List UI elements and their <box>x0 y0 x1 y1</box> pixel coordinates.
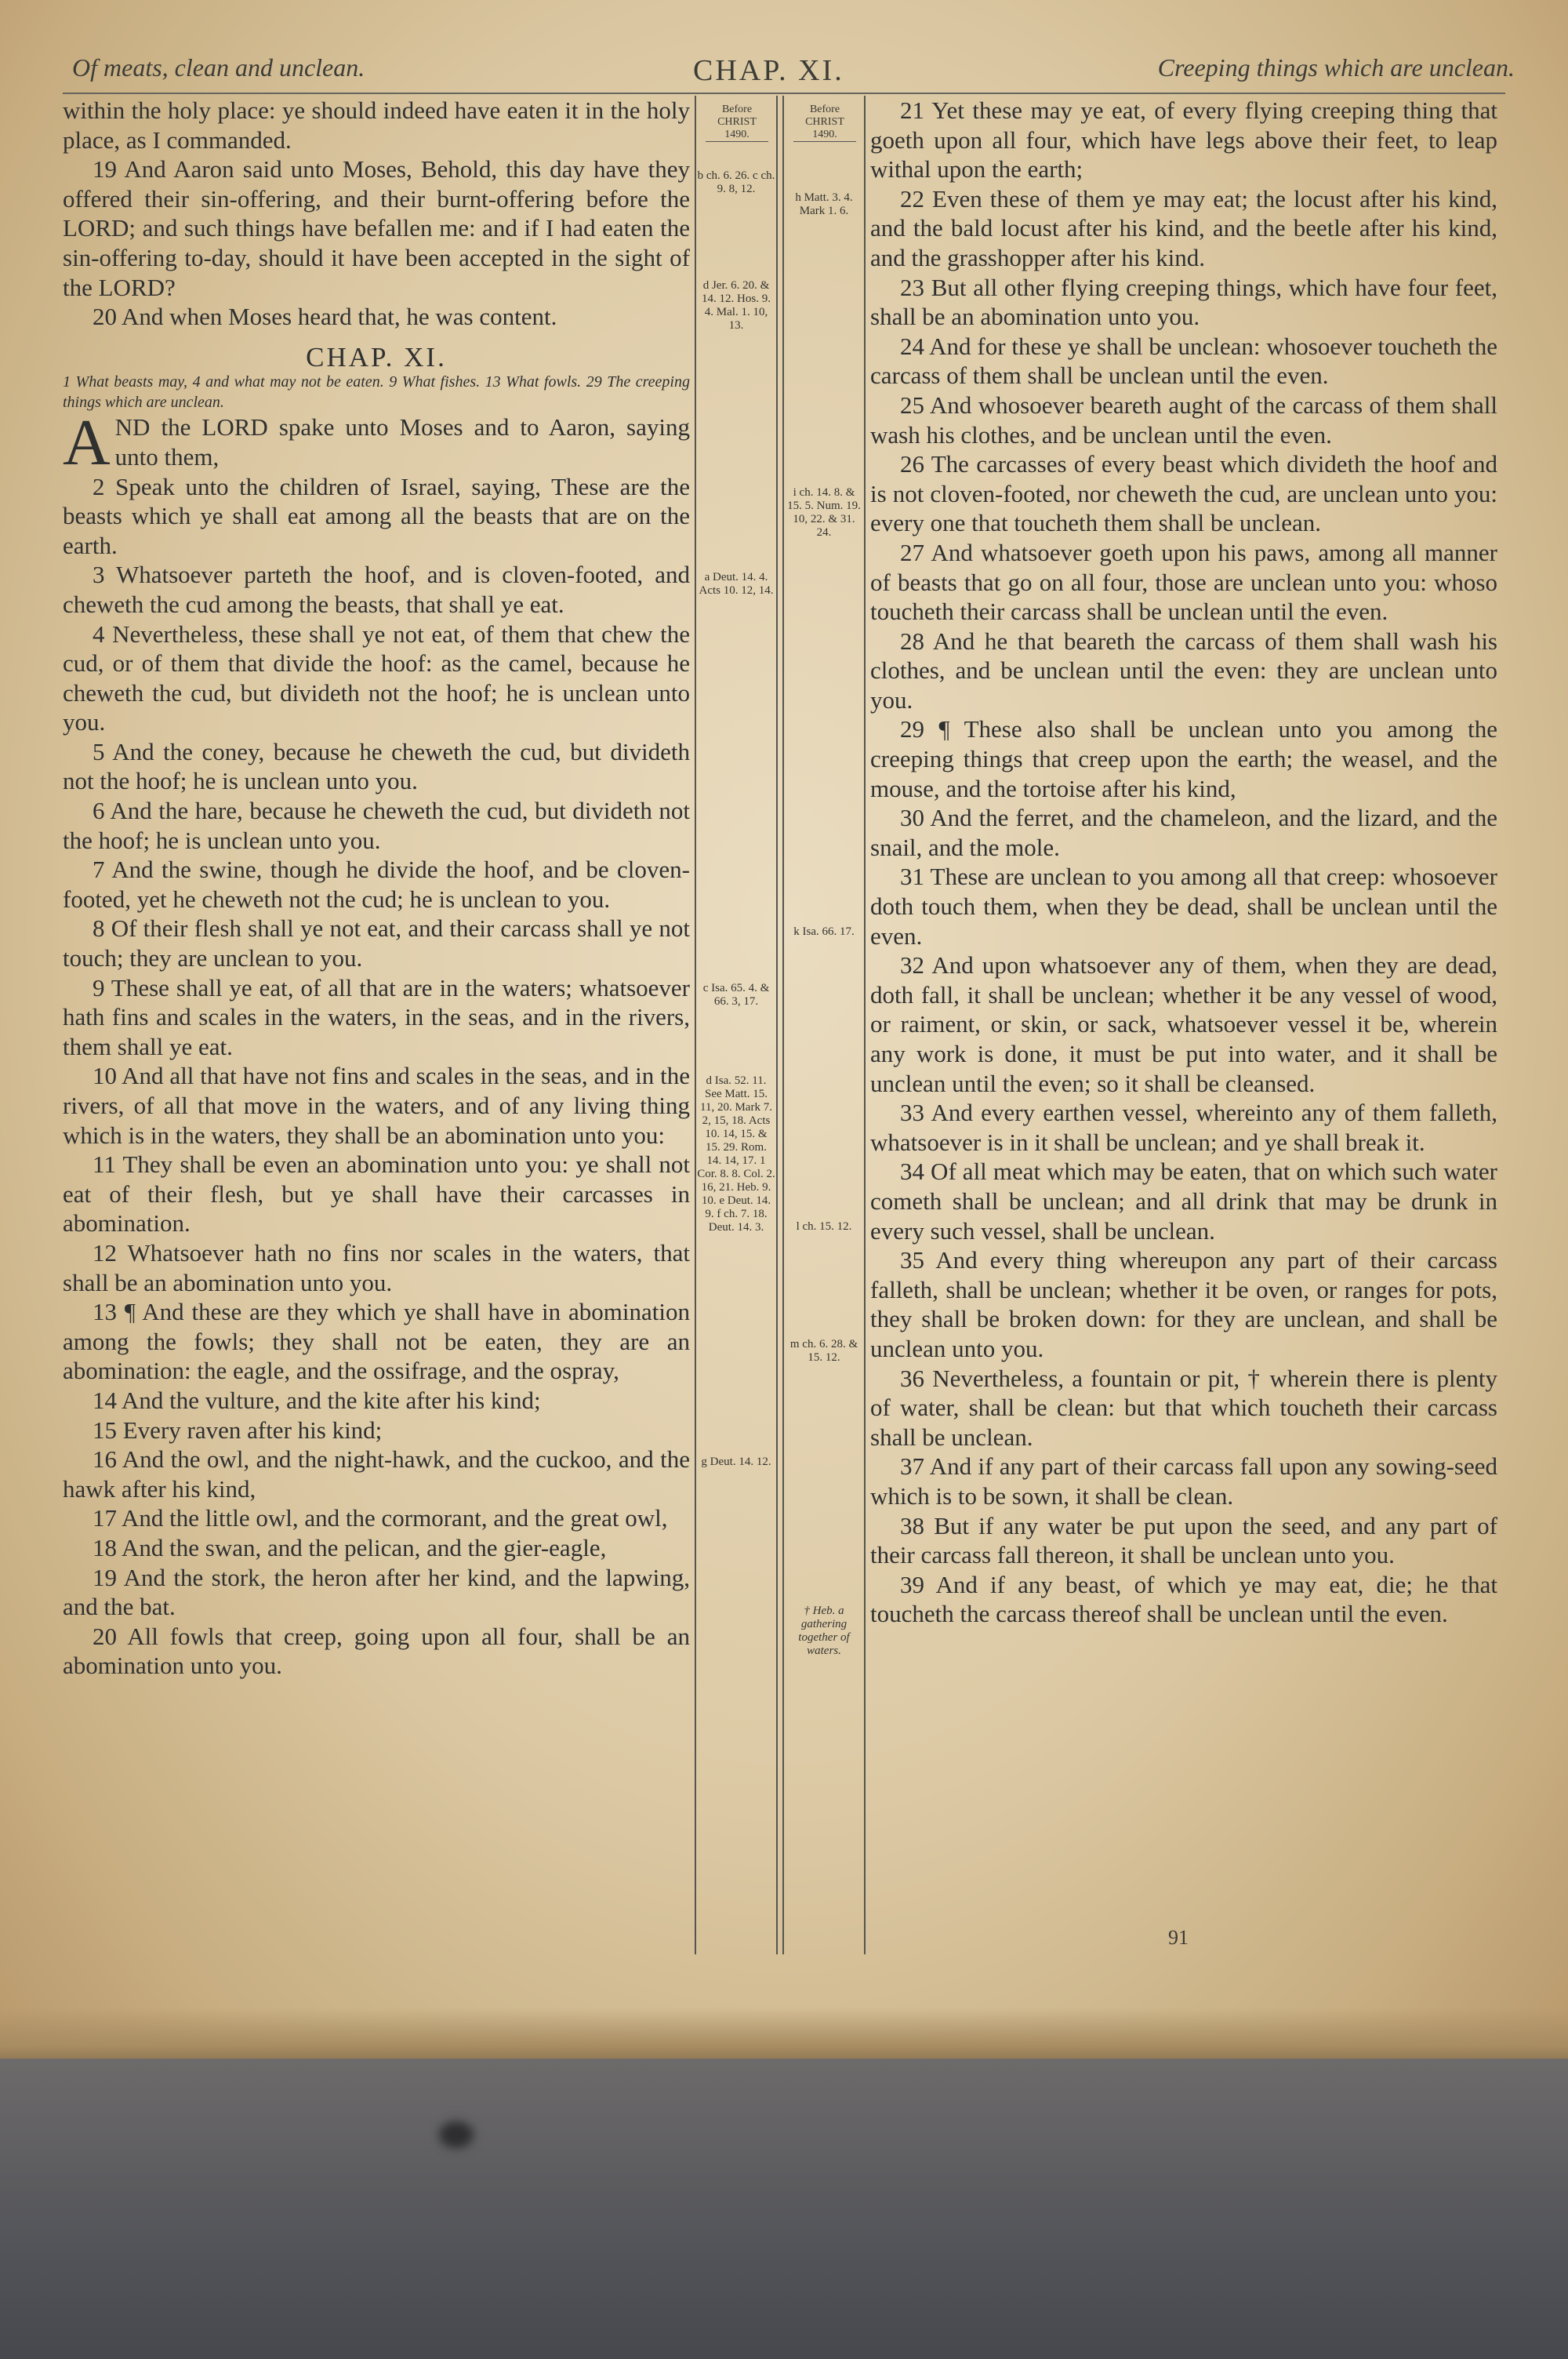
verse: 9 These shall ye eat, of all that are in the waters; whatsoever hath fins and scales in the waters, in the seas, and in the rivers, them shall ye eat. <box>63 973 690 1060</box>
chapter-title: CHAP. XI. <box>306 341 447 373</box>
column-rule <box>782 96 784 1954</box>
margin-heading <box>699 104 775 142</box>
verse: 22 Even these of them ye may eat; the locust after his kind, and the bald locust after his kind, and the beetle after his kind, and the grasshopper after his kind. <box>870 184 1497 271</box>
verse-1 <box>63 406 690 480</box>
verse: 2 Speak unto the children of Israel, saying, These are the beasts which ye shall eat among all the beasts that are on the earth. <box>63 472 690 559</box>
margin-heading-line1: Before <box>721 104 753 115</box>
left-column <box>63 96 690 1681</box>
margin-reference: h Matt. 3. 4. Mark 1. 6. <box>795 191 853 217</box>
page-number: 91 <box>1168 1926 1189 1949</box>
chapter-summary: 1 What beasts may, 4 and what may not be eaten. 9 What fishes. 13 What fowls. 29 The creeping things which are unclean. <box>63 373 690 412</box>
verse: 38 But if any water be put upon the seed, and any part of their carcass fall thereon, it shall be unclean unto you. <box>870 1511 1497 1569</box>
margin-reference: b ch. 6. 26. c ch. 9. 8, 12. <box>697 169 775 195</box>
margin-heading <box>787 104 862 142</box>
margin-reference: c Isa. 65. 4. & 66. 3, 17. <box>702 982 770 1008</box>
verse: 39 And if any beast, of which ye may eat, die; he that toucheth the carcass thereof shall be unclean until the even. <box>870 1570 1497 1628</box>
margin-reference: d Isa. 52. 11. See Matt. 15. 11, 20. Mark 7. 2, 15, 18. Acts 10. 14, 15. & 15. 29. Rom. 14. 14, 17. 1 Cor. 8. 8. Col. 2. 16, 21. Heb. 9. 10. e Deut. 14. 9. f ch. 7. 18. Deut. 14. 3. <box>697 1074 775 1234</box>
header-chapter: CHAP. XI. <box>693 54 844 87</box>
verse: 23 But all other flying creeping things, which have four feet, shall be an abomination unto you. <box>870 273 1497 331</box>
margin-reference: † Heb. a gathering together of waters. <box>798 1605 850 1657</box>
margin-reference: i ch. 14. 8. & 15. 5. Num. 19. 10, 22. & 31. 24. <box>787 486 861 539</box>
verse: 5 And the coney, because he cheweth the cud, but divideth not the hoof; he is unclean unto you. <box>63 737 690 795</box>
margin-heading-line2: CHRIST <box>717 116 757 128</box>
verse: 13 ¶ And these are they which ye shall have in abomination among the fowls; they shall not be eaten, they are an abomination: the eagle, and the ossifrage, and the ospray, <box>63 1298 690 1385</box>
verse: 6 And the hare, because he cheweth the cud, but divideth not the hoof; he is unclean unto you. <box>63 797 690 854</box>
verse: 14 And the vulture, and the kite after his kind; <box>93 1386 541 1414</box>
drop-cap: A <box>63 406 111 480</box>
verse: 21 Yet these may ye eat, of every flying creeping thing that goeth upon all four, which have legs above their feet, to leap withal upon the earth; <box>870 96 1497 184</box>
verse: 12 Whatsoever hath no fins nor scales in the waters, that shall be an abomination unto you. <box>63 1238 690 1296</box>
verse: 8 Of their flesh shall ye not eat, and their carcass shall ye not touch; they are unclean to you. <box>63 914 690 972</box>
verse: 37 And if any part of their carcass fall upon any sowing-seed which is to be sown, it shall be clean. <box>870 1452 1497 1510</box>
verse: 25 And whosoever beareth aught of the carcass of them shall wash his clothes, and be unclean until the even. <box>870 391 1497 449</box>
column-rule <box>695 96 696 1954</box>
header-rule <box>63 93 1505 94</box>
verse: 28 And he that beareth the carcass of them shall wash his clothes, and be unclean until the even: they are unclean unto you. <box>870 627 1497 714</box>
verse: 30 And the ferret, and the chameleon, and the lizard, and the snail, and the mole. <box>870 804 1497 861</box>
margin-heading-year: 1490. <box>793 129 856 142</box>
margin-heading-line1: Before <box>809 104 840 115</box>
shadow-spot <box>439 2121 474 2148</box>
verse: 19 And Aaron said unto Moses, Behold, this day have they offered their sin-offering, and their burnt-offering before the LORD; and such things have befallen me: and if I had eaten the sin-offering to-day, should it have been accepted in the sight of the LORD? <box>63 155 690 301</box>
verse: 10 And all that have not fins and scales in the seas, and in the rivers, of all that move in the waters, and of any living thing which is in the waters, they shall be an abomination unto you: <box>63 1062 690 1149</box>
verse: 27 And whatsoever goeth upon his paws, among all manner of beasts that go on all four, those are unclean unto you: whoso toucheth their carcass shall be unclean until the even. <box>870 538 1497 626</box>
verse: 26 The carcasses of every beast which divideth the hoof and is not cloven-footed, nor cheweth the cud, are unclean unto you: every one that toucheth them shall be unclean. <box>870 450 1497 537</box>
margin-reference: d Jer. 6. 20. & 14. 12. Hos. 9. 4. Mal. 1. 10, 13. <box>702 279 771 332</box>
header-left: Of meats, clean and unclean. <box>72 53 365 82</box>
verse: 33 And every earthen vessel, whereinto any of them falleth, whatsoever is in it shall be unclean; and ye shall break it. <box>870 1099 1497 1156</box>
verse: 24 And for these ye shall be unclean: whosoever toucheth the carcass of them shall be unclean until the even. <box>870 332 1497 390</box>
page-edge <box>0 2008 1568 2063</box>
verse: 29 ¶ These also shall be unclean unto you among the creeping things that creep upon the earth; the weasel, and the mouse, and the tortoise after his kind, <box>870 715 1497 802</box>
background-surface <box>0 2059 1568 2359</box>
verse: 35 And every thing whereupon any part of their carcass falleth, shall be unclean; whether it be oven, or ranges for pots, they shall be broken down: for they are unclean, and shall be unclean unto you. <box>870 1246 1497 1362</box>
verse: 31 These are unclean to you among all that creep: whosoever doth touch them, when they be dead, shall be unclean until the even. <box>870 863 1497 950</box>
verse: 20 And when Moses heard that, he was content. <box>93 303 557 331</box>
column-rule <box>864 96 866 1954</box>
verse-text: ND the LORD spake unto Moses and to Aaron, saying unto them, <box>114 413 690 471</box>
verse: 11 They shall be even an abomination unto you: ye shall not eat of their flesh, but ye shall have their carcasses in abomination. <box>63 1150 690 1238</box>
verse: within the holy place: ye should indeed have eaten it in the holy place, as I commanded. <box>63 96 690 154</box>
margin-reference: a Deut. 14. 4. Acts 10. 12, 14. <box>699 571 774 597</box>
verse: 32 And upon whatsoever any of them, when they are dead, doth fall, it shall be unclean; whether it be any vessel of wood, or raiment, or skin, or sack, whatsoever vessel it be, wherein any work is done, it must be put into water, and it shall be unclean until the even; so it shall be cleansed. <box>870 951 1497 1097</box>
verse: 4 Nevertheless, these shall ye not eat, of them that chew the cud, or of them that divide the hoof: as the camel, because he cheweth the cud, but divideth not the hoof; he is unclean unto you. <box>63 620 690 736</box>
verse: 17 And the little owl, and the cormorant, and the great owl, <box>93 1504 668 1532</box>
column-rule <box>776 96 778 1954</box>
verse: 18 And the swan, and the pelican, and the gier-eagle, <box>93 1533 607 1561</box>
verse: 16 And the owl, and the night-hawk, and the cuckoo, and the hawk after his kind, <box>63 1445 690 1503</box>
margin-heading-line2: CHRIST <box>805 116 844 128</box>
verse: 34 Of all meat which may be eaten, that on which such water cometh shall be unclean; and all drink that may be drunk in every such vessel, shall be unclean. <box>870 1158 1497 1245</box>
verse: 3 Whatsoever parteth the hoof, and is cloven-footed, and cheweth the cud among the beasts, that shall ye eat. <box>63 561 690 618</box>
margin-reference: g Deut. 14. 12. <box>701 1456 771 1468</box>
verse: 7 And the swine, though he divide the hoof, and be cloven-footed, yet he cheweth not the cud; he is unclean to you. <box>63 856 690 913</box>
margin-reference: m ch. 6. 28. & 15. 12. <box>789 1338 858 1364</box>
verse: 15 Every raven after his kind; <box>93 1416 383 1444</box>
verse: 36 Nevertheless, a fountain or pit, † wherein there is plenty of water, shall be clean: but that which toucheth their carcass shall be unclean. <box>870 1364 1497 1451</box>
margin-reference: l ch. 15. 12. <box>796 1220 852 1233</box>
right-column <box>870 96 1497 1629</box>
margin-reference: k Isa. 66. 17. <box>793 925 855 938</box>
header-right: Creeping things which are unclean. <box>1157 53 1515 82</box>
verse: 19 And the stork, the heron after her kind, and the lapwing, and the bat. <box>63 1563 690 1621</box>
verse: 20 All fowls that creep, going upon all four, shall be an abomination unto you. <box>63 1622 690 1680</box>
margin-heading-year: 1490. <box>706 129 768 142</box>
